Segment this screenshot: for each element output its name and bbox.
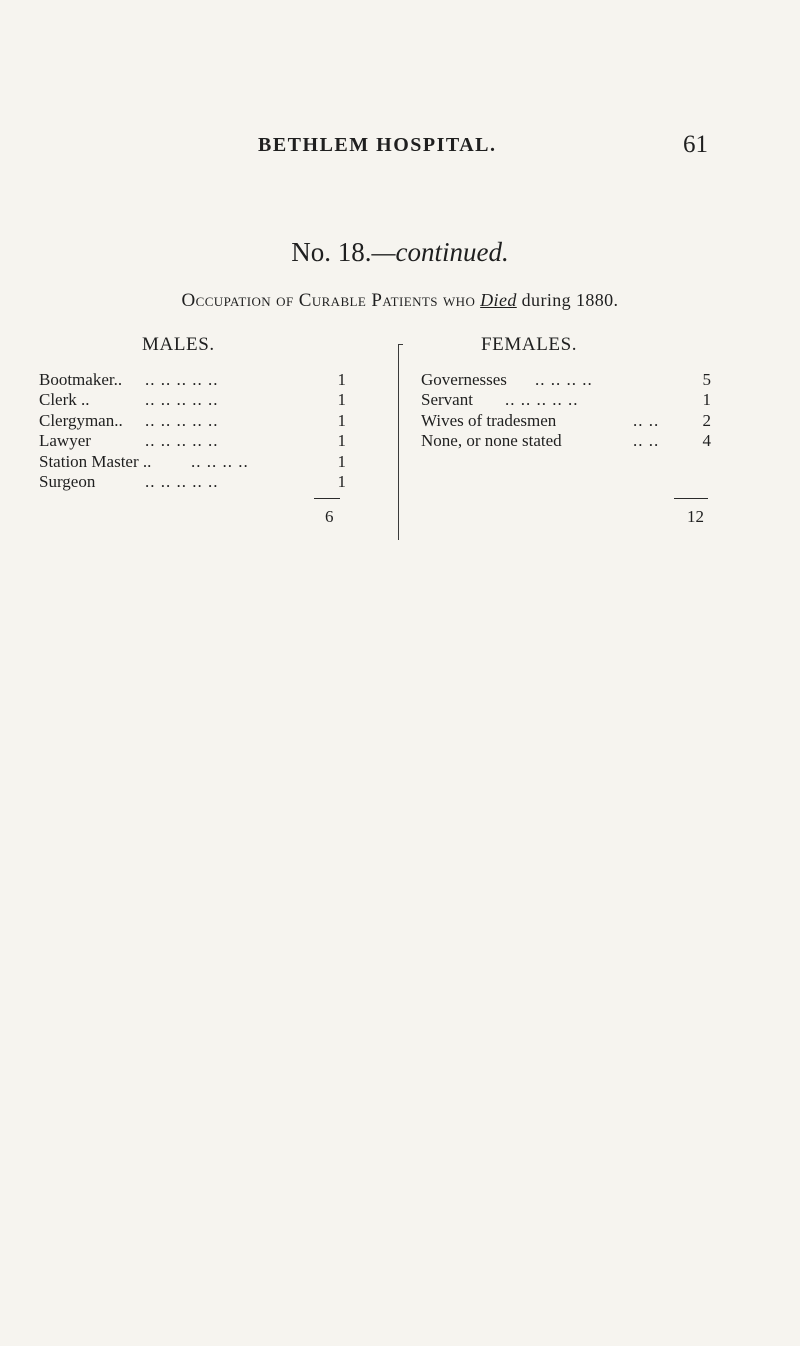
list-item [39, 452, 346, 472]
list-item [421, 411, 711, 431]
occupation-count: 1 [337, 370, 346, 389]
females-list [421, 370, 711, 452]
leader-dots: .. .. [633, 410, 660, 430]
table-continued: —continued. [371, 237, 509, 267]
list-item [421, 431, 711, 451]
page-number: 61 [683, 131, 708, 158]
subtitle-died: Died [480, 290, 517, 310]
leader-dots: .. .. .. .. [535, 370, 593, 389]
leader-dots: .. .. .. .. .. [145, 431, 219, 451]
occupation-label: Clergyman.. [39, 410, 123, 430]
occupation-label: Bootmaker.. [39, 370, 123, 389]
subtitle-prefix: Occupation of Curable Patients who [181, 290, 476, 311]
occupation-count: 5 [702, 370, 711, 389]
males-list [39, 370, 346, 492]
occupation-label: Clerk .. [39, 390, 90, 410]
occupation-count: 1 [337, 390, 346, 410]
occupation-count: 1 [337, 431, 346, 451]
females-total: 12 [687, 507, 704, 526]
females-total-rule [674, 498, 708, 499]
occupation-label: Wives of tradesmen [421, 410, 557, 430]
occupation-count: 1 [337, 410, 346, 430]
leader-dots: .. .. .. .. .. [145, 410, 219, 430]
leader-dots: .. .. .. .. .. [145, 471, 219, 491]
list-item [421, 370, 711, 390]
females-heading: FEMALES. [481, 334, 578, 355]
list-item [39, 411, 346, 431]
occupation-label: Surgeon [39, 471, 96, 491]
leader-dots: .. .. .. .. [191, 451, 249, 471]
table-number: No. 18. [291, 237, 372, 267]
occupation-count: 4 [702, 431, 711, 451]
leader-dots: .. .. .. .. .. [505, 390, 579, 410]
males-heading: MALES. [142, 334, 215, 355]
list-item [39, 431, 346, 451]
leader-dots: .. .. .. .. .. [145, 370, 219, 389]
list-item [39, 472, 346, 492]
occupation-count: 2 [702, 410, 711, 430]
leader-dots: .. .. [633, 431, 660, 451]
table-subtitle [0, 290, 800, 312]
occupation-label: Lawyer [39, 431, 91, 451]
leader-dots: .. .. .. .. .. [145, 390, 219, 410]
males-total-rule [314, 498, 340, 499]
males-total: 6 [325, 507, 334, 526]
list-item [39, 370, 346, 390]
occupation-label: None, or none stated [421, 431, 562, 451]
occupation-label: Servant [421, 390, 473, 410]
subtitle-suffix: during 1880. [521, 290, 619, 310]
running-head [0, 131, 800, 164]
occupation-count: 1 [337, 451, 346, 471]
list-item [39, 390, 346, 410]
occupation-label: Governesses [421, 370, 507, 389]
column-divider-tick [398, 344, 403, 345]
occupation-label: Station Master .. [39, 451, 152, 471]
list-item [421, 390, 711, 410]
occupation-count: 1 [702, 390, 711, 410]
occupation-count: 1 [337, 471, 346, 491]
running-title: BETHLEM HOSPITAL. [258, 134, 497, 156]
table-title [0, 237, 800, 268]
column-divider [398, 344, 399, 540]
